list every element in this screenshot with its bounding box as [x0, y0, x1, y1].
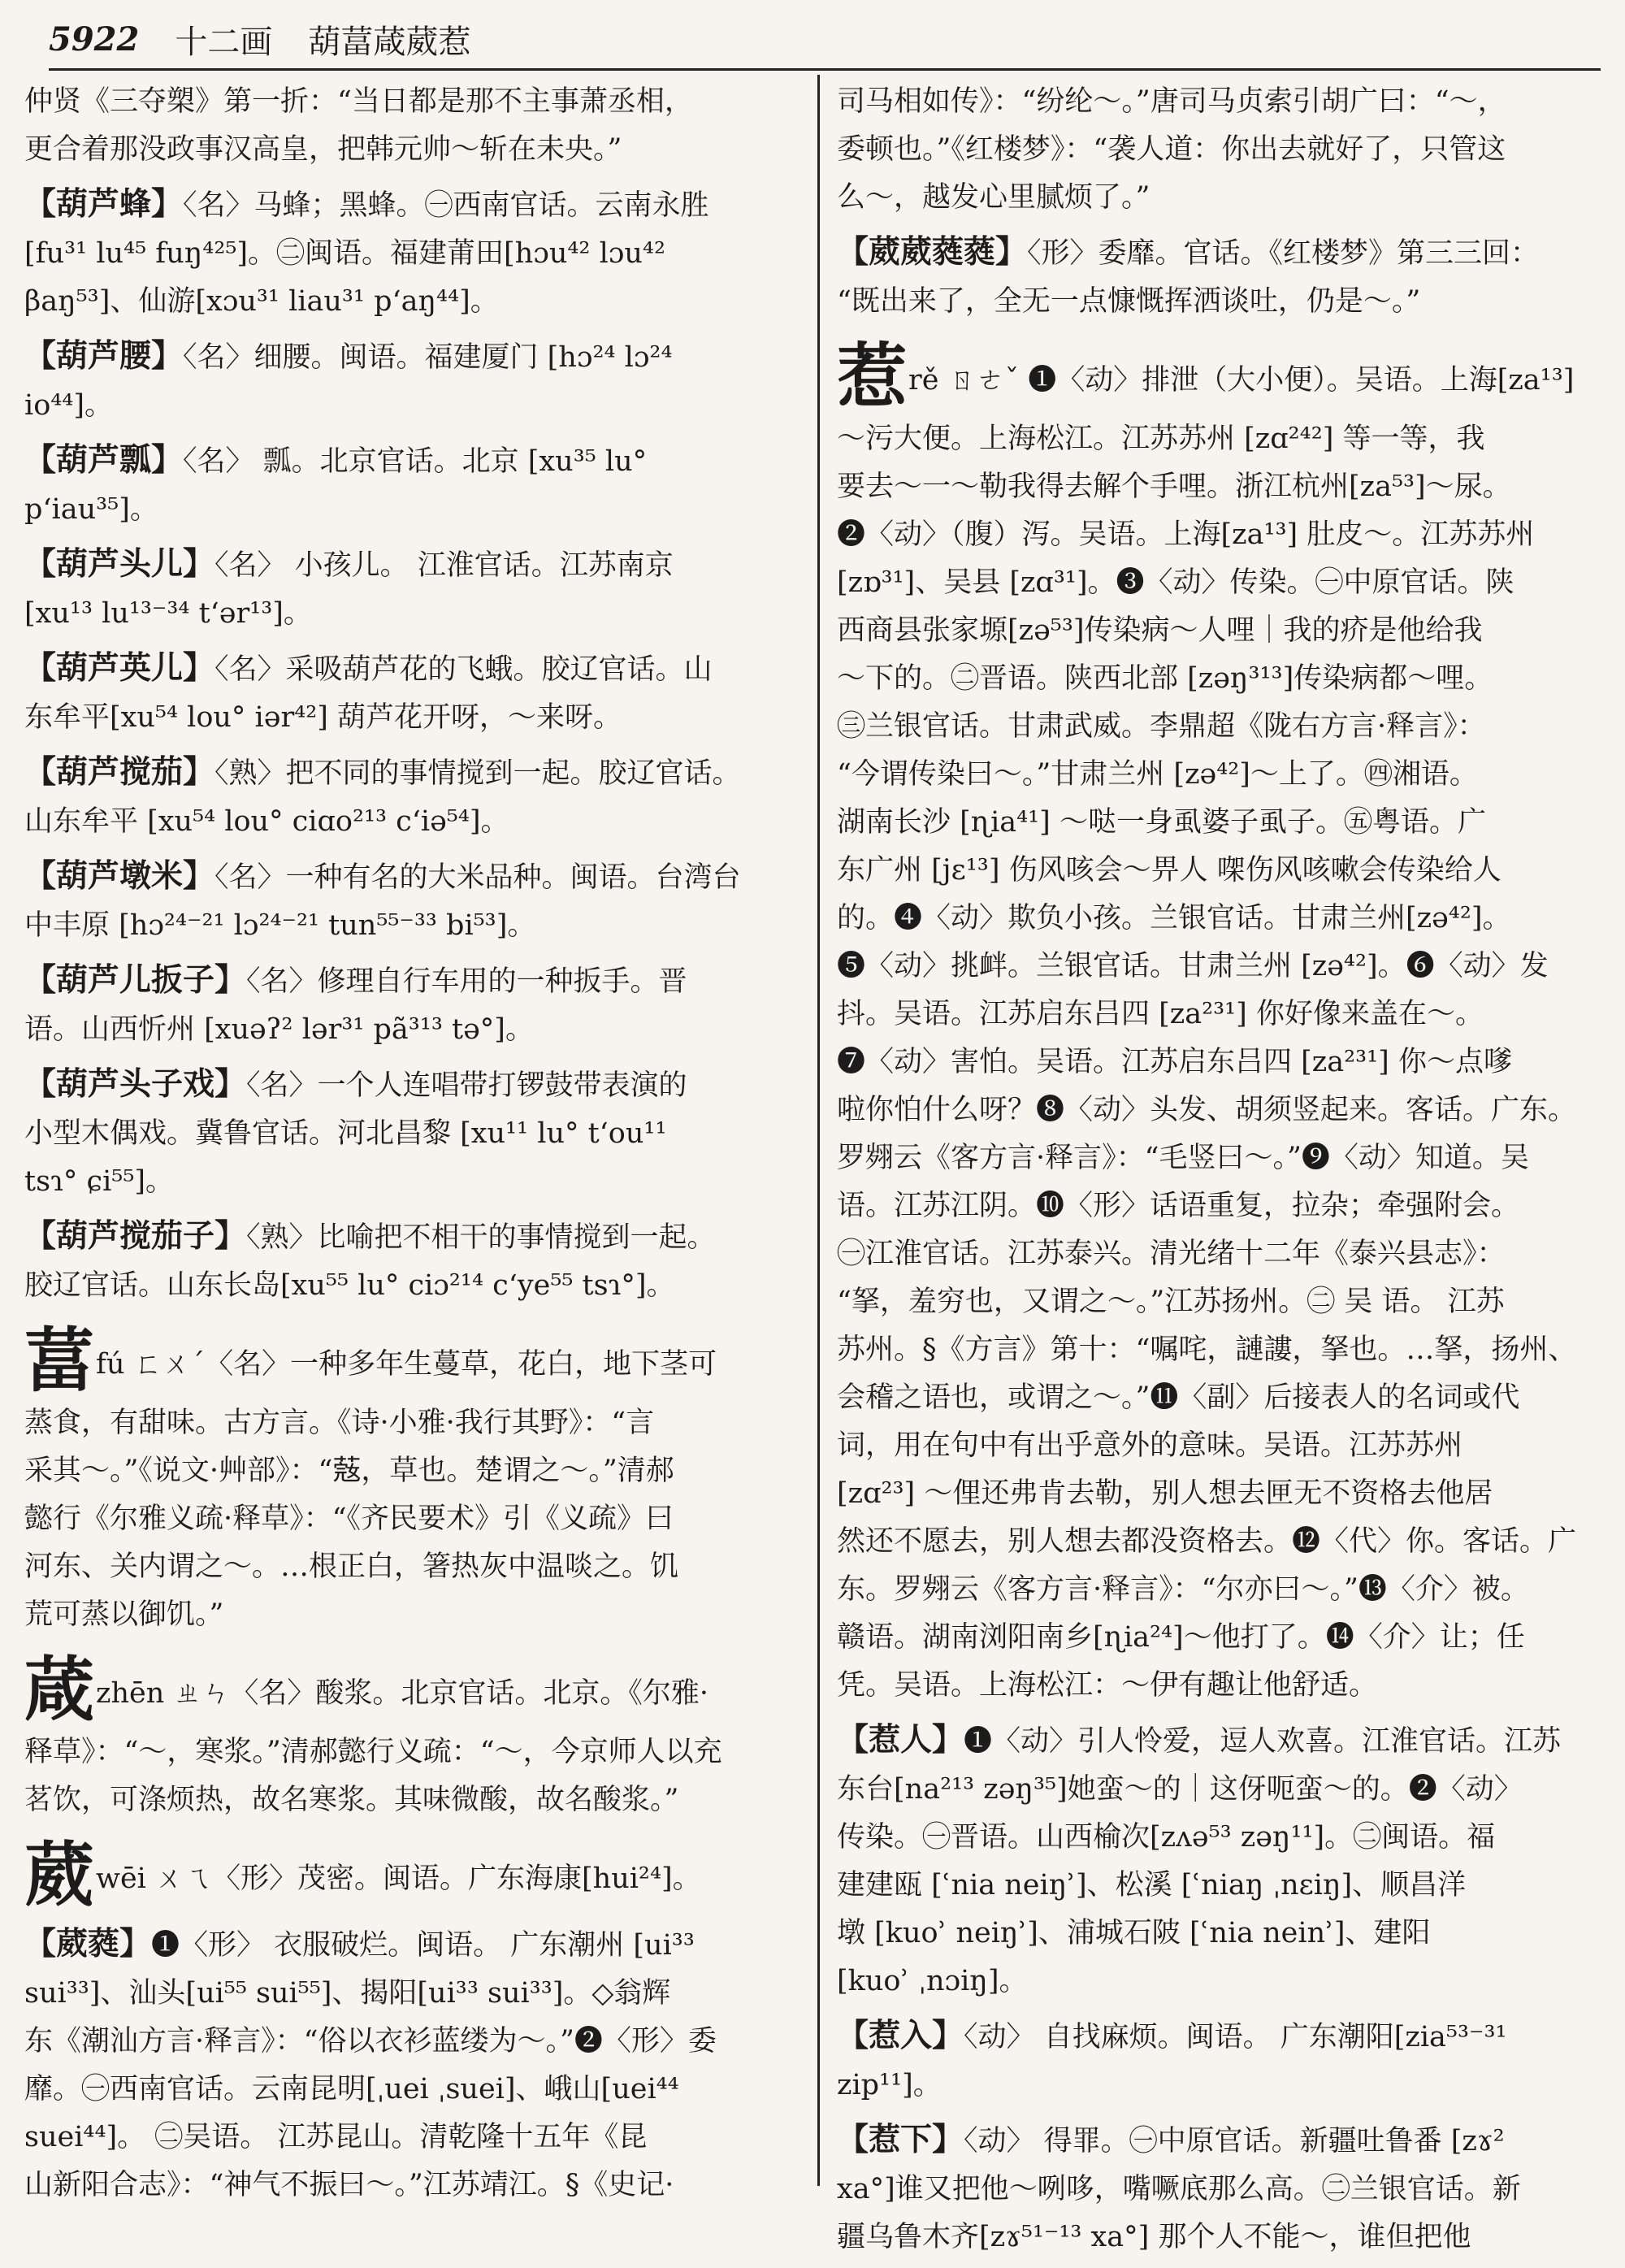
entry-line: [24, 956, 804, 1006]
dictionary-entry: [24, 852, 804, 950]
entry-line: ㊂兰银官话。甘肃武威。李鼎超《陇右方言·释言》：: [837, 710, 1486, 743]
entry-headword: 【葫芦搅茄子】: [24, 1217, 247, 1255]
page-header: [49, 15, 1592, 63]
dictionary-entry: [837, 2012, 1609, 2110]
entry-headword: 【惹下】: [837, 2121, 964, 2158]
dictionary-entry: [837, 339, 1609, 1710]
dictionary-entry: [24, 540, 804, 638]
entry-line: [fu³¹ lu⁴⁵ fuŋ⁴²⁵]。㊁闽语。福建莆田[hɔu⁴² lɔu⁴²: [24, 237, 665, 270]
entry-line: βaŋ⁵³]、仙游[xɔu³¹ liau³¹ pʻaŋ⁴⁴]。: [24, 285, 499, 318]
entry-line: “今谓传染曰～。”甘肃兰州 [zə⁴²]～上了。㊃湘语。: [837, 758, 1478, 791]
entry-line: 蒸食，有甜味。古方言。《诗·小雅·我行其野》：“言: [24, 1407, 655, 1439]
entry-line: 靡。㊀西南官话。云南昆明[ˌuei ˌsuei]、峨山[uei⁴⁴: [24, 2073, 679, 2105]
entry-line: [24, 1212, 804, 1262]
entry-line: [xu¹³ lu¹³⁻³⁴ tʻər¹³]。: [24, 597, 312, 630]
entry-line: [24, 540, 804, 590]
entry-line: [24, 1837, 804, 1914]
entry-text: 〈熟〉比喻把不相干的事情搅到一起。: [246, 1221, 716, 1254]
entry-line: 么～，越发心里腻烦了。”: [837, 181, 1150, 214]
dictionary-entry: [24, 1652, 804, 1824]
entry-headword: 【葫芦儿扳子】: [24, 961, 247, 999]
entry-line: 仲贤《三夺槊》第一折：“当日都是那不主事萧丞相，: [24, 85, 693, 118]
entry-line: [24, 180, 804, 230]
entry-text: fú ㄈㄨˊ〈名〉一种多年生蔓草，花白，地下茎可: [96, 1348, 717, 1381]
entry-line: 采其～。”《说文·艸部》：“𦶲，草也。楚谓之～。”清郝: [24, 1455, 674, 1487]
entry-line: 抖。吴语。江苏启东吕四 [za²³¹] 你好像来盖在～。: [837, 998, 1484, 1030]
entry-text: 〈名〉一个人连唱带打锣鼓带表演的: [246, 1069, 687, 1102]
dictionary-entry: [837, 228, 1609, 326]
entry-line: [837, 228, 1609, 278]
entry-headword: 【葫芦瓢】: [24, 441, 184, 479]
entry-line: 司马相如传》：“纷纶～。”唐司马贞索引胡广曰：“～，: [837, 85, 1506, 118]
entry-headword: 【葫芦头儿】: [24, 545, 215, 583]
left-column: [24, 78, 804, 2216]
headword-character: 葴: [24, 1652, 96, 1728]
dictionary-entry: [837, 78, 1609, 222]
header-characters: 葫葍葴葳惹: [308, 23, 471, 61]
entry-text: 〈名〉马蜂；黑蜂。㊀西南官话。云南永胜: [183, 189, 709, 222]
dictionary-entry: [24, 1323, 804, 1639]
entry-line: 苏州。§《方言》第十：“嘱咤，謰謱，拏也。…拏，扬州、: [837, 1333, 1577, 1366]
entry-text: 〈名〉 小孩儿。 江淮官话。江苏南京: [214, 549, 674, 582]
entry-headword: 【葫芦头子戏】: [24, 1065, 247, 1103]
entry-line: “既出来了，全无一点慷慨挥洒谈吐，仍是～。”: [837, 285, 1421, 318]
entry-line: pʻiau³⁵]。: [24, 493, 158, 526]
entry-line: 然还不愿去，别人想去都没资格去。⓬〈代〉你。客话。广: [837, 1525, 1577, 1558]
dictionary-entry: [24, 1837, 804, 1914]
entry-headword: 【葫芦墩米】: [24, 857, 215, 895]
entry-line: 胶辽官话。山东长岛[xu⁵⁵ lu° ciɔ²¹⁴ cʻye⁵⁵ tsɿ°]。: [24, 1269, 675, 1302]
entry-line: ㊀江淮官话。江苏泰兴。清光绪十二年《泰兴县志》：: [837, 1238, 1506, 1270]
entry-line: 东牟平[xu⁵⁴ lou° iər⁴²] 葫芦花开呀，～来呀。: [24, 701, 622, 734]
entry-text: 〈名〉 瓢。北京官话。北京 [xu³⁵ lu°: [183, 445, 648, 478]
headword-character: 葳: [24, 1837, 96, 1914]
entry-line: 凭。吴语。上海松江：～伊有趣让他舒适。: [837, 1669, 1378, 1702]
entry-text: wēi ㄨㄟ〈形〉茂密。闽语。广东海康[hui²⁴]。: [96, 1863, 701, 1895]
dictionary-entry: [24, 748, 804, 846]
entry-line: 荒可蒸以御饥。”: [24, 1598, 224, 1631]
header-rule: [49, 68, 1601, 71]
entry-line: 小型木偶戏。冀鲁官话。河北昌黎 [xu¹¹ lu° tʻou¹¹: [24, 1117, 667, 1150]
entry-line: [24, 1920, 804, 1970]
entry-line: 词，用在句中有出乎意外的意味。吴语。江苏苏州: [837, 1429, 1463, 1462]
entry-line: [kuoʾ ˌnɔiŋ]。: [837, 1965, 1028, 1997]
entry-line: [24, 332, 804, 382]
entry-headword: 【葳葳蕤蕤】: [837, 233, 1028, 271]
entry-line: 东。罗翙云《客方言·释言》：“尔亦曰～。”⓭〈介〉被。: [837, 1573, 1529, 1606]
entry-line: [24, 1652, 804, 1728]
entry-line: [zɑ²³] ～俚还弗肯去勒，别人想去匣无不资格去他居: [837, 1477, 1493, 1510]
entry-line: 罗翙云《客方言·释言》：“毛竖曰～。”❾〈动〉知道。吴: [837, 1142, 1529, 1174]
entry-line: [24, 852, 804, 902]
column-divider: [817, 75, 820, 2186]
entry-text: 〈动〉 自找麻烦。闽语。 广东潮阳[zia⁵³⁻³¹: [964, 2021, 1507, 2053]
dictionary-entry: [837, 1716, 1609, 2006]
entry-line: [24, 1060, 804, 1110]
entry-line: 中丰原 [hɔ²⁴⁻²¹ lɔ²⁴⁻²¹ tun⁵⁵⁻³³ bi⁵³]。: [24, 909, 536, 942]
dictionary-entry: [24, 1060, 804, 1206]
entry-line: 释草》：“～，寒浆。”清郝懿行义疏：“～，今京师人以充: [24, 1736, 722, 1768]
entry-line: sui³³]、汕头[ui⁵⁵ sui⁵⁵]、揭阳[ui³³ sui³³]。◇翁辉: [24, 1977, 671, 2010]
entry-headword: 【葳蕤】: [24, 1925, 152, 1962]
entry-line: [zɒ³¹]、吴县 [zɑ³¹]。❸〈动〉传染。㊀中原官话。陕: [837, 566, 1514, 599]
entry-line: 山东牟平 [xu⁵⁴ lou° ciɑo²¹³ cʻiə⁵⁴]。: [24, 805, 509, 838]
entry-line: 疆乌鲁木齐[zɤ⁵¹⁻¹³ xa°] 那个人不能～，谁但把他: [837, 2221, 1471, 2253]
entry-line: [24, 1323, 804, 1399]
entry-text: ❶〈形〉 衣服破烂。闽语。 广东潮州 [ui³³: [151, 1929, 695, 1962]
entry-line: 语。山西忻州 [xuəʔ² lər³¹ pã³¹³ tə°]。: [24, 1013, 534, 1046]
entry-text: 〈名〉一种有名的大米品种。闽语。台湾台: [214, 861, 741, 894]
headword-character: 葍: [24, 1323, 96, 1399]
entry-line: ❼〈动〉害怕。吴语。江苏启东吕四 [za²³¹] 你～点嗲: [837, 1046, 1512, 1078]
section-label: 十二画: [175, 23, 273, 61]
dictionary-entry: [24, 644, 804, 742]
entry-text: rě ㄖㄜˇ ❶〈动〉排泄（大小便）。吴语。上海[za¹³]: [908, 364, 1575, 397]
entry-line: ～污大便。上海松江。江苏苏州 [zɑ²⁴²] 等一等，我: [837, 423, 1485, 455]
entry-line: 传染。㊀晋语。山西榆次[zʌə⁵³ zəŋ¹¹]。㊁闽语。福: [837, 1821, 1496, 1854]
entry-headword: 【葫芦英儿】: [24, 649, 215, 687]
entry-line: 河东、关内谓之～。…根正白，箸热灰中温啖之。饥: [24, 1550, 679, 1583]
entry-text: 〈名〉修理自行车用的一种扳手。晋: [246, 965, 687, 998]
entry-line: 的。❹〈动〉欺负小孩。兰银官话。甘肃兰州[zə⁴²]。: [837, 902, 1511, 935]
entry-line: 会稽之语也，或谓之～。”⓫〈副〉后接表人的名词或代: [837, 1381, 1520, 1414]
entry-line: 西商县张家塬[zə⁵³]传染病～人哩｜我的疥是他给我: [837, 614, 1483, 647]
dictionary-entry: [24, 180, 804, 326]
entry-line: [837, 1716, 1609, 1766]
entry-text: 〈熟〉把不同的事情搅到一起。胶辽官话。: [214, 757, 741, 790]
entry-text: 〈名〉细腰。闽语。福建厦门 [hɔ²⁴ lɔ²⁴: [183, 341, 673, 374]
entry-line: 啦你怕什么呀？❽〈动〉头发、胡须竖起来。客话。广东。: [837, 1094, 1577, 1126]
entry-line: [24, 644, 804, 694]
entry-line: suei⁴⁴]。 ㊁吴语。 江苏昆山。清乾隆十五年《昆: [24, 2121, 648, 2153]
dictionary-entry: [24, 78, 804, 174]
entry-line: 赣语。湖南浏阳南乡[ɳia²⁴]～他打了。⓮〈介〉让；任: [837, 1621, 1525, 1654]
entry-line: 更合着那没政事汉高皇，把韩元帅～斩在未央。”: [24, 133, 622, 166]
dictionary-entry: [837, 2116, 1609, 2261]
entry-line: 山新阳合志》：“神气不振曰～。”江苏靖江。§《史记·: [24, 2169, 674, 2201]
entry-line: “拏，羞穷也，又谓之～。”江苏扬州。㊁ 吴 语。 江苏: [837, 1286, 1505, 1318]
entry-text: 〈动〉 得罪。㊀中原官话。新疆吐鲁番 [zɤ²: [964, 2125, 1505, 2157]
entry-line: io⁴⁴]。: [24, 389, 113, 422]
entry-line: 湖南长沙 [ɳia⁴¹] ～哒一身虱婆子虱子。㊄粤语。广: [837, 806, 1486, 839]
entry-line: 墩 [kuoʾ neiŋʾ]、浦城石陂 [ʿnia neinʾ]、建阳: [837, 1917, 1431, 1949]
dictionary-entry: [24, 1212, 804, 1310]
entry-line: [24, 748, 804, 798]
entry-line: ❺〈动〉挑衅。兰银官话。甘肃兰州 [zə⁴²]。❻〈动〉发: [837, 950, 1549, 982]
entry-headword: 【惹入】: [837, 2017, 964, 2054]
entry-line: 东《潮汕方言·释言》：“俗以衣衫蓝缕为～。”❷〈形〉委: [24, 2025, 717, 2058]
entry-line: 委顿也。”《红楼梦》：“袭人道：你出去就好了，只管这: [837, 133, 1506, 166]
entry-line: 建建瓯 [ʿnia neiŋʾ]、松溪 [ʿniaŋ ˌnɛiŋ]、顺昌洋: [837, 1869, 1467, 1902]
entry-line: [837, 339, 1609, 415]
entry-headword: 【惹人】: [837, 1721, 964, 1758]
entry-line: 东台[na²¹³ zəŋ³⁵]她蛮～的｜这伢呃蛮～的。❷〈动〉: [837, 1773, 1523, 1806]
entry-line: 东广州 [jɛ¹³] 伤风咳会～畀人 㗎伤风咳嗽会传染给人: [837, 854, 1502, 887]
page-number: 5922: [49, 20, 140, 59]
right-column: [837, 78, 1609, 2268]
entry-line: tsɿ° ɕi⁵⁵]。: [24, 1165, 175, 1198]
entry-line: [837, 2116, 1609, 2166]
entry-line: [837, 2012, 1609, 2062]
entry-line: 懿行《尔雅义疏·释草》：“《齐民要术》引《义疏》曰: [24, 1503, 674, 1535]
dictionary-entry: [24, 436, 804, 534]
dictionary-entry: [24, 1920, 804, 2209]
entry-line: zip¹¹]。: [837, 2069, 942, 2101]
entry-text: 〈形〉委靡。官话。《红楼梦》第三三回：: [1027, 237, 1540, 270]
dictionary-entry: [24, 956, 804, 1054]
entry-text: 〈名〉采吸葫芦花的飞蛾。胶辽官话。山: [214, 653, 713, 686]
headword-character: 惹: [837, 339, 908, 415]
entry-headword: 【葫芦蜂】: [24, 185, 184, 223]
entry-line: 语。江苏江阴。❿〈形〉话语重复，拉杂；牵强附会。: [837, 1190, 1520, 1222]
entry-text: ❶〈动〉引人怜爱，逗人欢喜。江淮官话。江苏: [964, 1725, 1562, 1758]
entry-line: ❷〈动〉（腹）泻。吴语。上海[za¹³] 肚皮～。江苏苏州: [837, 518, 1535, 551]
dictionary-entry: [24, 332, 804, 430]
entry-headword: 【葫芦搅茄】: [24, 753, 215, 791]
entry-line: 茗饮，可涤烦热，故名寒浆。其味微酸，故名酸浆。”: [24, 1784, 679, 1816]
entry-line: 要去～一～勒我得去解个手哩。浙江杭州[za⁵³]～尿。: [837, 471, 1511, 503]
entry-headword: 【葫芦腰】: [24, 337, 184, 375]
entry-text: zhēn ㄓㄣ〈名〉酸浆。北京官话。北京。《尔雅·: [96, 1677, 708, 1710]
entry-line: ～下的。㊁晋语。陕西北部 [zəŋ³¹³]传染病都～哩。: [837, 662, 1493, 695]
entry-line: xa°]谁又把他～咧哆，嘴噘底那么高。㊁兰银官话。新: [837, 2173, 1521, 2205]
entry-line: [24, 436, 804, 486]
